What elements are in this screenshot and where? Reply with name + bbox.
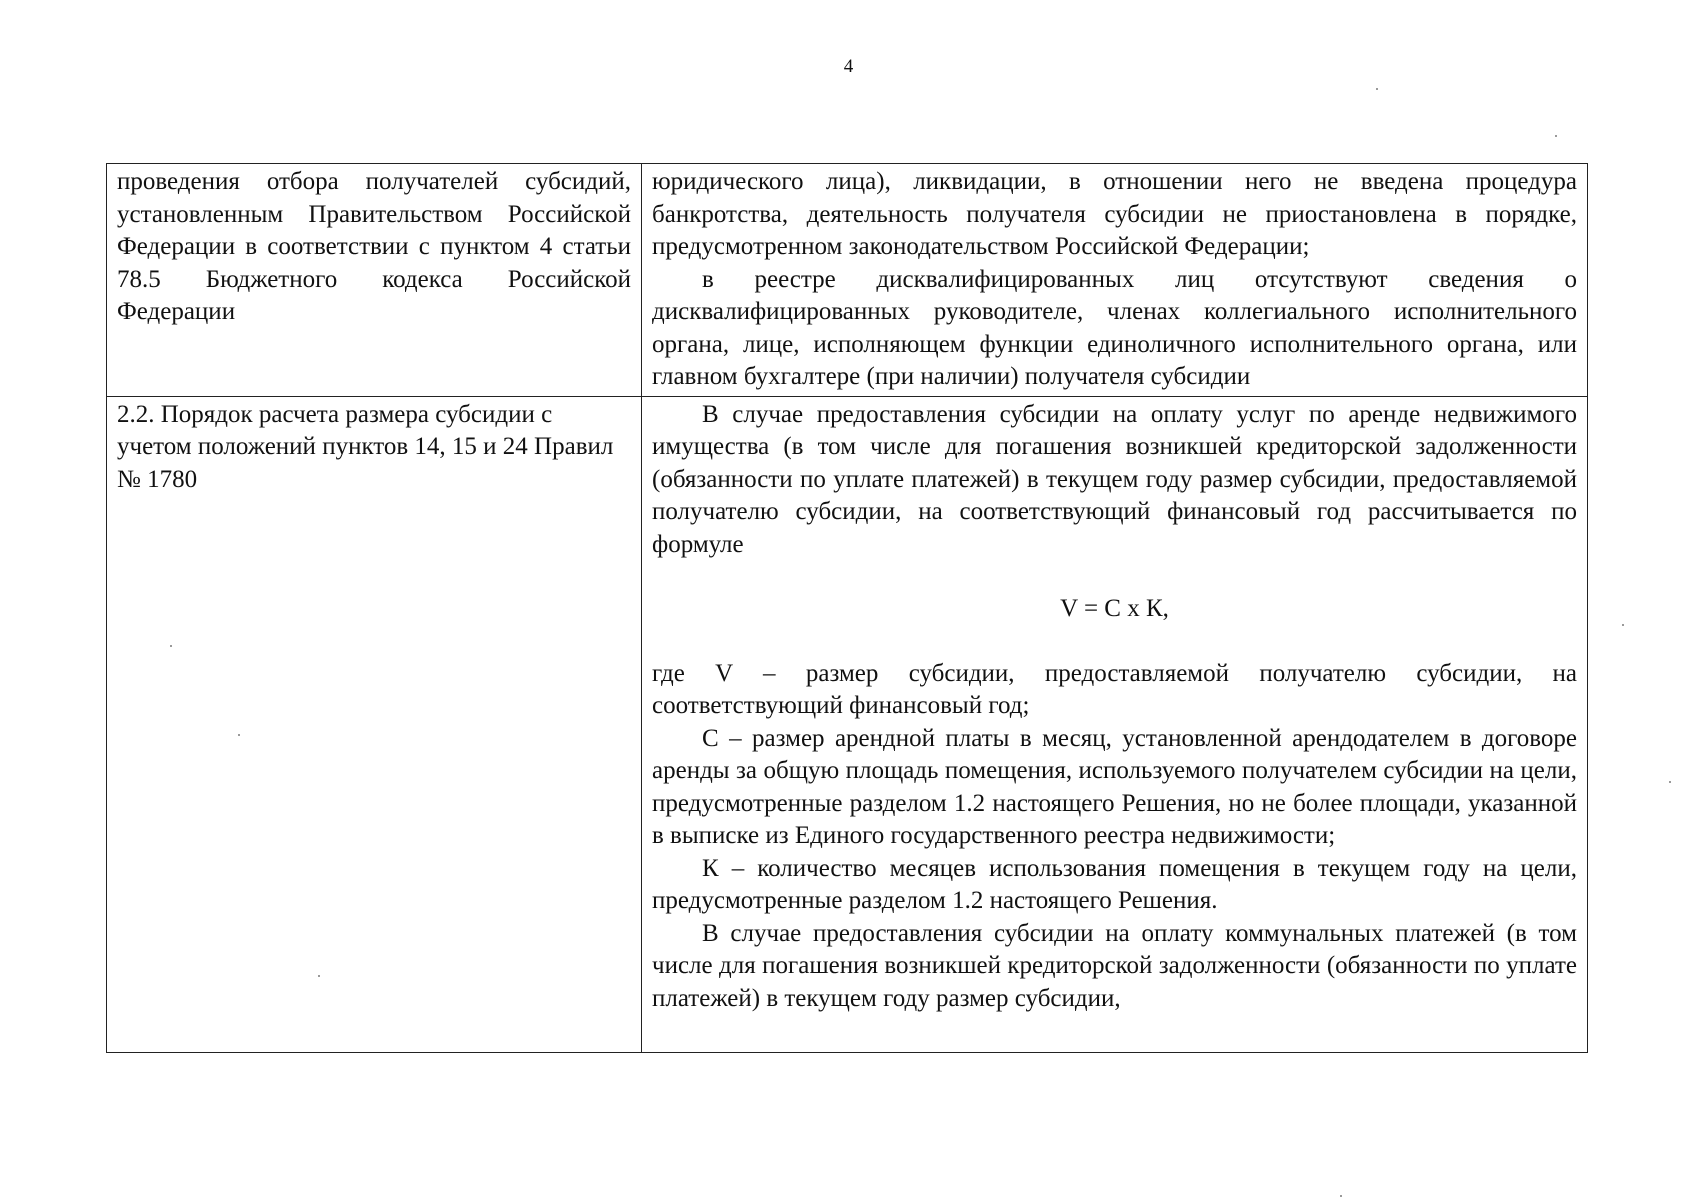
table-cell-criteria-label (107, 164, 642, 397)
table-cell-criteria-text (642, 164, 1588, 397)
table-cell-section-title (107, 396, 642, 1052)
scan-speck (1622, 624, 1624, 626)
table-row (107, 164, 1588, 397)
page-number: 4 (843, 56, 854, 77)
cell-paragraph: в реестре дисквалифицированных лиц отсутствуют сведения о дисквалифицированных руководителе, членах коллегиального исполнительного органа, лице, исполняющем функции единоличного исполнительного органа, или главном бухгалтере (при наличии) получателя субсидии (652, 265, 1577, 390)
cell-text: проведения отбора получателей субсидий, установленным Правительством Российской Федерации в соответствии с пунктом 4 статьи 78.5 Бюджетного кодекса Российской Федерации (117, 168, 631, 325)
section-title: 2.2. Порядок расчета размера субсидии с учетом положений пунктов 14, 15 и 24 Правил № 1780 (117, 400, 614, 493)
scan-speck (1555, 135, 1557, 137)
c-definition-paragraph: С – размер арендной платы в месяц, установленной арендодателем в договоре аренды за общую площадь помещения, используемого получателем субсидии на цели, предусмотренные разделом 1.2 настоящего Решения, но не более площади, указанной в выписке из Единого государственного реестра недвижимости; (652, 724, 1577, 849)
rent-intro-paragraph: В случае предоставления субсидии на оплату услуг по аренде недвижимого имущества (в том числе для погашения возникшей кредиторской задолженности (обязанности по уплате платежей) в текущем году размер субсидии, предоставляемой получателю субсидии, на соответствующий финансовый год рассчитывается по формуле (652, 400, 1577, 558)
scan-speck (1340, 1195, 1342, 1197)
scan-speck (170, 645, 172, 647)
document-table (106, 163, 1588, 1053)
scan-speck (318, 975, 320, 977)
formula: V = C x К, (1060, 595, 1169, 622)
table-cell-calculation-text (642, 396, 1588, 1052)
scan-speck (1669, 781, 1671, 783)
k-definition-paragraph: К – количество месяцев использования помещения в текущем году на цели, предусмотренные разделом 1.2 настоящего Решения. (652, 854, 1577, 914)
scan-speck (238, 734, 240, 736)
scan-speck (1376, 88, 1378, 90)
where-paragraph: где V – размер субсидии, предоставляемой получателю субсидии, на соответствующий финансовый год; (652, 659, 1577, 719)
table-row (107, 396, 1588, 1052)
utilities-paragraph: В случае предоставления субсидии на оплату коммунальных платежей (в том числе для погашения возникшей кредиторской задолженности (обязанности по уплате платежей) в текущем году размер субсидии, (652, 919, 1577, 1012)
cell-paragraph: юридического лица), ликвидации, в отношении него не введена процедура банкротства, деятельность получателя субсидии не приостановлена в порядке, предусмотренном законодательством Российской Федерации; (652, 168, 1577, 260)
